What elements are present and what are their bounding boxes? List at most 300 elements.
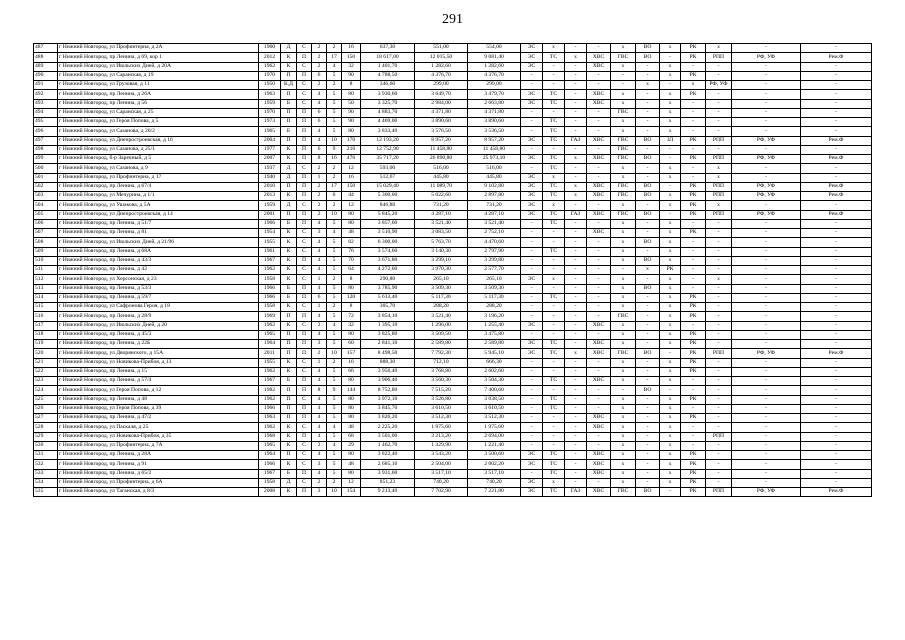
row-number-cell: 497	[34, 136, 58, 145]
table-cell: -	[706, 460, 732, 469]
table-cell: х	[565, 192, 587, 201]
table-cell: 288,20	[415, 303, 468, 312]
table-cell: П	[281, 210, 297, 219]
address-cell: г Нижний Новгород, ул Героя Попова, д 5	[58, 118, 259, 127]
table-row	[34, 229, 872, 238]
table-cell: -	[801, 256, 872, 265]
table-cell: -	[681, 321, 706, 330]
table-cell: 2	[312, 81, 327, 90]
table-cell: х	[660, 247, 681, 256]
table-cell: 2 225,20	[361, 423, 415, 432]
table-cell: -	[565, 275, 587, 284]
row-number-cell: 531	[34, 451, 58, 460]
table-cell: -	[565, 284, 587, 293]
row-number-cell: 523	[34, 377, 58, 386]
table-cell: -	[565, 127, 587, 136]
table-cell: х	[611, 247, 636, 256]
table-cell: х	[660, 414, 681, 423]
table-cell: -	[801, 469, 872, 478]
table-cell: -	[636, 127, 660, 136]
table-cell: П	[297, 256, 312, 265]
table-row	[34, 377, 872, 386]
table-cell: 265,10	[415, 275, 468, 284]
table-cell: 3 649,70	[415, 90, 468, 99]
table-cell: 5	[327, 340, 342, 349]
table-cell: 5 945,10	[468, 349, 521, 358]
table-cell: 3 560,30	[415, 377, 468, 386]
address-cell: г Нижний Новгород, ул Дворянского, д 15А	[58, 349, 259, 358]
table-cell: 2	[312, 441, 327, 450]
table-cell: ЭС	[521, 99, 543, 108]
table-cell: 3 526,80	[415, 395, 468, 404]
table-cell: 1964	[259, 451, 281, 460]
table-cell: 3 504,30	[468, 377, 521, 386]
table-cell: К	[281, 247, 297, 256]
table-cell: 10	[327, 210, 342, 219]
table-cell: -	[521, 229, 543, 238]
row-number-cell: 526	[34, 404, 58, 413]
table-cell: 1966	[259, 460, 281, 469]
table-cell: С	[297, 44, 312, 53]
table-cell: 4	[312, 395, 327, 404]
table-cell: 2004	[259, 136, 281, 145]
table-cell: РФ, УФ	[732, 192, 801, 201]
table-cell: 1 975,60	[415, 423, 468, 432]
table-cell: П	[297, 210, 312, 219]
table-cell: ХВС	[587, 229, 611, 238]
table-cell: 6	[312, 145, 327, 154]
table-cell: 4 470,60	[468, 238, 521, 247]
table-cell: 1 401,70	[361, 62, 415, 71]
row-number-cell: 529	[34, 432, 58, 441]
table-cell: П	[297, 145, 312, 154]
table-cell: 2 504,00	[415, 460, 468, 469]
table-cell: -	[660, 386, 681, 395]
table-cell: 10	[327, 488, 342, 497]
table-cell: х	[543, 201, 565, 210]
table-cell: -	[565, 321, 587, 330]
table-row	[34, 192, 872, 201]
table-cell: х	[543, 275, 565, 284]
table-row	[34, 441, 872, 450]
table-cell: -	[587, 256, 611, 265]
table-row	[34, 256, 872, 265]
table-cell: х	[565, 182, 587, 191]
row-number-cell: 491	[34, 81, 58, 90]
table-cell: 2	[312, 321, 327, 330]
table-cell: 4	[327, 62, 342, 71]
table-cell: -	[801, 303, 872, 312]
table-cell: 1961	[259, 247, 281, 256]
table-cell: -	[565, 81, 587, 90]
table-cell: -	[543, 358, 565, 367]
table-cell: -	[543, 330, 565, 339]
table-cell: 1970	[259, 71, 281, 80]
row-number-cell: 492	[34, 90, 58, 99]
table-row	[34, 53, 872, 62]
table-cell: П	[281, 136, 297, 145]
table-cell: 5	[327, 256, 342, 265]
table-cell: ТС	[543, 192, 565, 201]
table-cell: -	[801, 145, 872, 154]
table-cell: 1965	[259, 127, 281, 136]
table-cell: -	[681, 247, 706, 256]
table-cell: П	[297, 182, 312, 191]
address-cell: г Нижний Новгород, ул Днепростроевская, д 14	[58, 210, 259, 219]
address-cell: г Нижний Новгород, ул Героя Попова, д 39	[58, 404, 259, 413]
table-cell: ТС	[543, 460, 565, 469]
table-cell: -	[565, 164, 587, 173]
table-cell: 157	[342, 349, 361, 358]
table-cell: 2	[312, 192, 327, 201]
table-cell: х	[660, 404, 681, 413]
table-cell: -	[521, 414, 543, 423]
table-cell: 48	[342, 460, 361, 469]
table-cell: -	[681, 99, 706, 108]
table-row	[34, 432, 872, 441]
table-cell: С	[297, 247, 312, 256]
table-cell: 1965	[259, 330, 281, 339]
table-cell: х	[611, 118, 636, 127]
table-cell: х	[660, 201, 681, 210]
table-cell: 18 617,00	[361, 53, 415, 62]
table-cell: 12	[342, 164, 361, 173]
table-cell: К	[281, 367, 297, 376]
table-cell: 5	[327, 367, 342, 376]
table-cell: 9	[327, 145, 342, 154]
table-cell: -	[732, 358, 801, 367]
table-cell: х	[706, 44, 732, 53]
table-cell: Д	[281, 164, 297, 173]
table-cell: -	[565, 404, 587, 413]
table-cell: -	[801, 330, 872, 339]
table-cell: 1 975,60	[468, 423, 521, 432]
table-cell: ЭС	[521, 349, 543, 358]
table-cell: х	[660, 192, 681, 201]
table-cell: РК	[681, 349, 706, 358]
table-cell: х	[611, 127, 636, 136]
table-cell: 1967	[259, 377, 281, 386]
table-cell: -	[801, 340, 872, 349]
table-cell: -	[565, 377, 587, 386]
table-cell: х	[660, 478, 681, 487]
table-cell: х	[660, 395, 681, 404]
table-cell: Д	[281, 44, 297, 53]
table-cell: ЭС	[521, 90, 543, 99]
table-cell: ТС	[543, 293, 565, 302]
row-number-cell: 494	[34, 108, 58, 117]
table-cell: 9	[327, 386, 342, 395]
table-cell: П	[297, 469, 312, 478]
table-cell: 5	[327, 219, 342, 228]
table-cell: -	[565, 312, 587, 321]
table-cell: 7 515,20	[415, 386, 468, 395]
table-row	[34, 71, 872, 80]
table-cell: х	[611, 377, 636, 386]
table-cell: 4	[312, 404, 327, 413]
table-cell: -	[587, 275, 611, 284]
table-cell: 4	[312, 266, 327, 275]
address-cell: г Нижний Новгород, пр Ленина, д 42	[58, 266, 259, 275]
table-cell: -	[565, 367, 587, 376]
table-cell: РК	[681, 293, 706, 302]
table-cell: С	[297, 395, 312, 404]
table-cell: 2	[327, 44, 342, 53]
row-number-cell: 530	[34, 441, 58, 450]
table-cell: С	[297, 358, 312, 367]
table-cell: х	[636, 81, 660, 90]
table-cell: х	[660, 451, 681, 460]
table-cell: ГВС	[611, 210, 636, 219]
table-cell: Б	[281, 127, 297, 136]
table-cell: -	[681, 432, 706, 441]
table-cell: П	[297, 377, 312, 386]
table-cell: х	[660, 62, 681, 71]
table-cell: -	[587, 478, 611, 487]
table-cell: -	[521, 256, 543, 265]
table-cell: 3 930,60	[361, 90, 415, 99]
table-cell: 5	[327, 432, 342, 441]
table-cell: 1962	[259, 395, 281, 404]
table-cell: 3 610,50	[468, 404, 521, 413]
table-cell: 2	[327, 478, 342, 487]
table-cell: К	[281, 423, 297, 432]
table-cell: 12	[342, 201, 361, 210]
table-cell: С	[297, 229, 312, 238]
row-number-cell: 524	[34, 386, 58, 395]
address-cell: г Нижний Новгород, пр Ленина, д 59/7	[58, 293, 259, 302]
table-cell: Б	[281, 284, 297, 293]
table-cell: П	[297, 53, 312, 62]
table-cell: 4	[312, 451, 327, 460]
table-cell: ХВС	[587, 321, 611, 330]
table-cell: -	[732, 90, 801, 99]
table-cell: -	[801, 219, 872, 228]
table-cell: 3 325,70	[361, 99, 415, 108]
table-row	[34, 404, 872, 413]
table-cell: -	[565, 441, 587, 450]
table-cell: х	[611, 451, 636, 460]
table-cell: -	[681, 386, 706, 395]
table-cell: К	[281, 275, 297, 284]
table-cell: ГВС	[611, 53, 636, 62]
table-cell: -	[706, 386, 732, 395]
table-cell: 2011	[259, 349, 281, 358]
table-cell: 1977	[259, 145, 281, 154]
table-cell: 150	[342, 53, 361, 62]
table-cell: ВО	[636, 155, 660, 164]
table-cell: -	[565, 478, 587, 487]
table-row	[34, 145, 872, 154]
table-cell: 8	[312, 155, 327, 164]
address-cell: г Нижний Новгород, ул Таганская, д 8/3	[58, 488, 259, 497]
table-cell: -	[732, 44, 801, 53]
table-cell: -	[636, 99, 660, 108]
table-cell: П	[281, 451, 297, 460]
table-cell: -	[543, 284, 565, 293]
table-cell: -	[587, 404, 611, 413]
table-cell: х	[611, 303, 636, 312]
table-cell: П	[297, 173, 312, 182]
table-cell: -	[521, 127, 543, 136]
table-cell: -	[801, 44, 872, 53]
table-cell: РК	[681, 469, 706, 478]
table-cell: 4 287,10	[415, 210, 468, 219]
table-cell: 2 589,80	[415, 340, 468, 349]
table-cell: -	[543, 145, 565, 154]
table-cell: -	[521, 266, 543, 275]
table-cell: -	[587, 238, 611, 247]
table-cell: -	[706, 423, 732, 432]
table-cell: 888,30	[361, 358, 415, 367]
table-cell: 32	[342, 62, 361, 71]
table-cell: 5	[327, 284, 342, 293]
table-cell: Д	[281, 478, 297, 487]
table-cell: 1	[312, 358, 327, 367]
table-cell: РК	[681, 53, 706, 62]
address-cell: г Нижний Новгород, ул Героя Попова, д 12	[58, 386, 259, 395]
table-cell: -	[636, 312, 660, 321]
table-cell: -	[706, 229, 732, 238]
table-cell: 1 282,60	[415, 62, 468, 71]
table-cell: 3 213,20	[415, 432, 468, 441]
table-cell: 2012	[259, 53, 281, 62]
table-row	[34, 44, 872, 53]
table-cell: РК	[681, 478, 706, 487]
table-cell: х	[611, 358, 636, 367]
table-cell: -	[732, 81, 801, 90]
table-row	[34, 478, 872, 487]
table-cell: 1	[312, 173, 327, 182]
table-cell: -	[732, 469, 801, 478]
row-number-cell: 511	[34, 266, 58, 275]
table-cell: К	[281, 460, 297, 469]
table-cell: ЭС	[521, 460, 543, 469]
table-cell: -	[660, 488, 681, 497]
address-cell: г Нижний Новгород, ул Днепростроевская, д 16	[58, 136, 259, 145]
table-cell: -	[681, 423, 706, 432]
table-cell: -	[587, 312, 611, 321]
table-cell: -	[681, 404, 706, 413]
table-cell: 1973	[259, 118, 281, 127]
table-cell: ЭС	[521, 451, 543, 460]
table-cell: -	[801, 358, 872, 367]
table-cell: -	[587, 293, 611, 302]
table-cell: -	[543, 303, 565, 312]
table-cell: -	[706, 451, 732, 460]
table-cell: ХВС	[587, 53, 611, 62]
table-cell: Рем.Ф	[801, 53, 872, 62]
table-cell: -	[587, 44, 611, 53]
table-cell: 6 300,00	[361, 238, 415, 247]
table-cell: П	[297, 284, 312, 293]
table-cell: -	[636, 469, 660, 478]
table-cell: 3 610,50	[415, 404, 468, 413]
table-cell: С	[297, 62, 312, 71]
table-cell: 2	[327, 201, 342, 210]
table-cell: х	[611, 99, 636, 108]
table-cell: -	[732, 330, 801, 339]
table-row	[34, 275, 872, 284]
table-cell: -	[732, 266, 801, 275]
table-cell: -	[801, 293, 872, 302]
table-cell: -	[801, 108, 872, 117]
table-cell: -	[706, 358, 732, 367]
table-cell: -	[660, 210, 681, 219]
row-number-cell: 496	[34, 127, 58, 136]
table-cell: 2 002,20	[468, 460, 521, 469]
table-cell: ХВС	[587, 414, 611, 423]
table-cell: К	[281, 488, 297, 497]
table-cell: -	[706, 284, 732, 293]
table-cell: 3 826,20	[361, 414, 415, 423]
table-cell: ЭС	[521, 488, 543, 497]
table-cell: 10	[327, 136, 342, 145]
table-cell: 5	[327, 312, 342, 321]
table-cell: х	[660, 219, 681, 228]
table-cell: -	[681, 441, 706, 450]
table-cell: ГВС	[611, 108, 636, 117]
table-cell: -	[636, 90, 660, 99]
table-cell: ТС	[543, 155, 565, 164]
table-cell: -	[611, 71, 636, 80]
table-cell: 3 521,40	[468, 219, 521, 228]
table-cell: 10	[327, 349, 342, 358]
table-cell: х	[611, 201, 636, 210]
table-cell: 2 897,80	[468, 192, 521, 201]
table-cell: РФ, УФ	[732, 136, 801, 145]
table-cell: -	[565, 173, 587, 182]
table-cell: -	[801, 99, 872, 108]
table-cell: 3	[312, 460, 327, 469]
table-cell: -	[732, 312, 801, 321]
table-cell: П	[297, 108, 312, 117]
table-cell: 4	[312, 127, 327, 136]
table-cell: 4	[327, 321, 342, 330]
table-cell: 5	[327, 127, 342, 136]
table-cell: -	[565, 145, 587, 154]
table-cell: К	[281, 256, 297, 265]
table-cell: П	[297, 127, 312, 136]
table-cell: РК	[681, 395, 706, 404]
table-cell: С	[297, 451, 312, 460]
table-cell: 80	[342, 330, 361, 339]
table-cell: 299,00	[468, 81, 521, 90]
table-cell: ТС	[543, 136, 565, 145]
table-cell: х	[611, 275, 636, 284]
table-cell: 1958	[259, 303, 281, 312]
table-row	[34, 469, 872, 478]
table-cell: -	[543, 423, 565, 432]
table-cell: -	[732, 478, 801, 487]
table-cell: 516,00	[415, 164, 468, 173]
table-cell: 80	[342, 395, 361, 404]
table-cell: 7 702,90	[415, 488, 468, 497]
table-cell: ХВС	[587, 182, 611, 191]
table-cell: 3 083,50	[415, 229, 468, 238]
table-cell: 3 972,10	[361, 395, 415, 404]
table-cell: х	[611, 90, 636, 99]
table-cell: -	[543, 62, 565, 71]
table-cell: РК	[660, 266, 681, 275]
table-cell: 265,10	[468, 275, 521, 284]
table-cell: РФ, УФ	[732, 210, 801, 219]
table-cell: РК	[681, 303, 706, 312]
table-cell: -	[565, 460, 587, 469]
row-number-cell: 493	[34, 99, 58, 108]
table-cell: П	[297, 349, 312, 358]
table-cell: -	[732, 229, 801, 238]
